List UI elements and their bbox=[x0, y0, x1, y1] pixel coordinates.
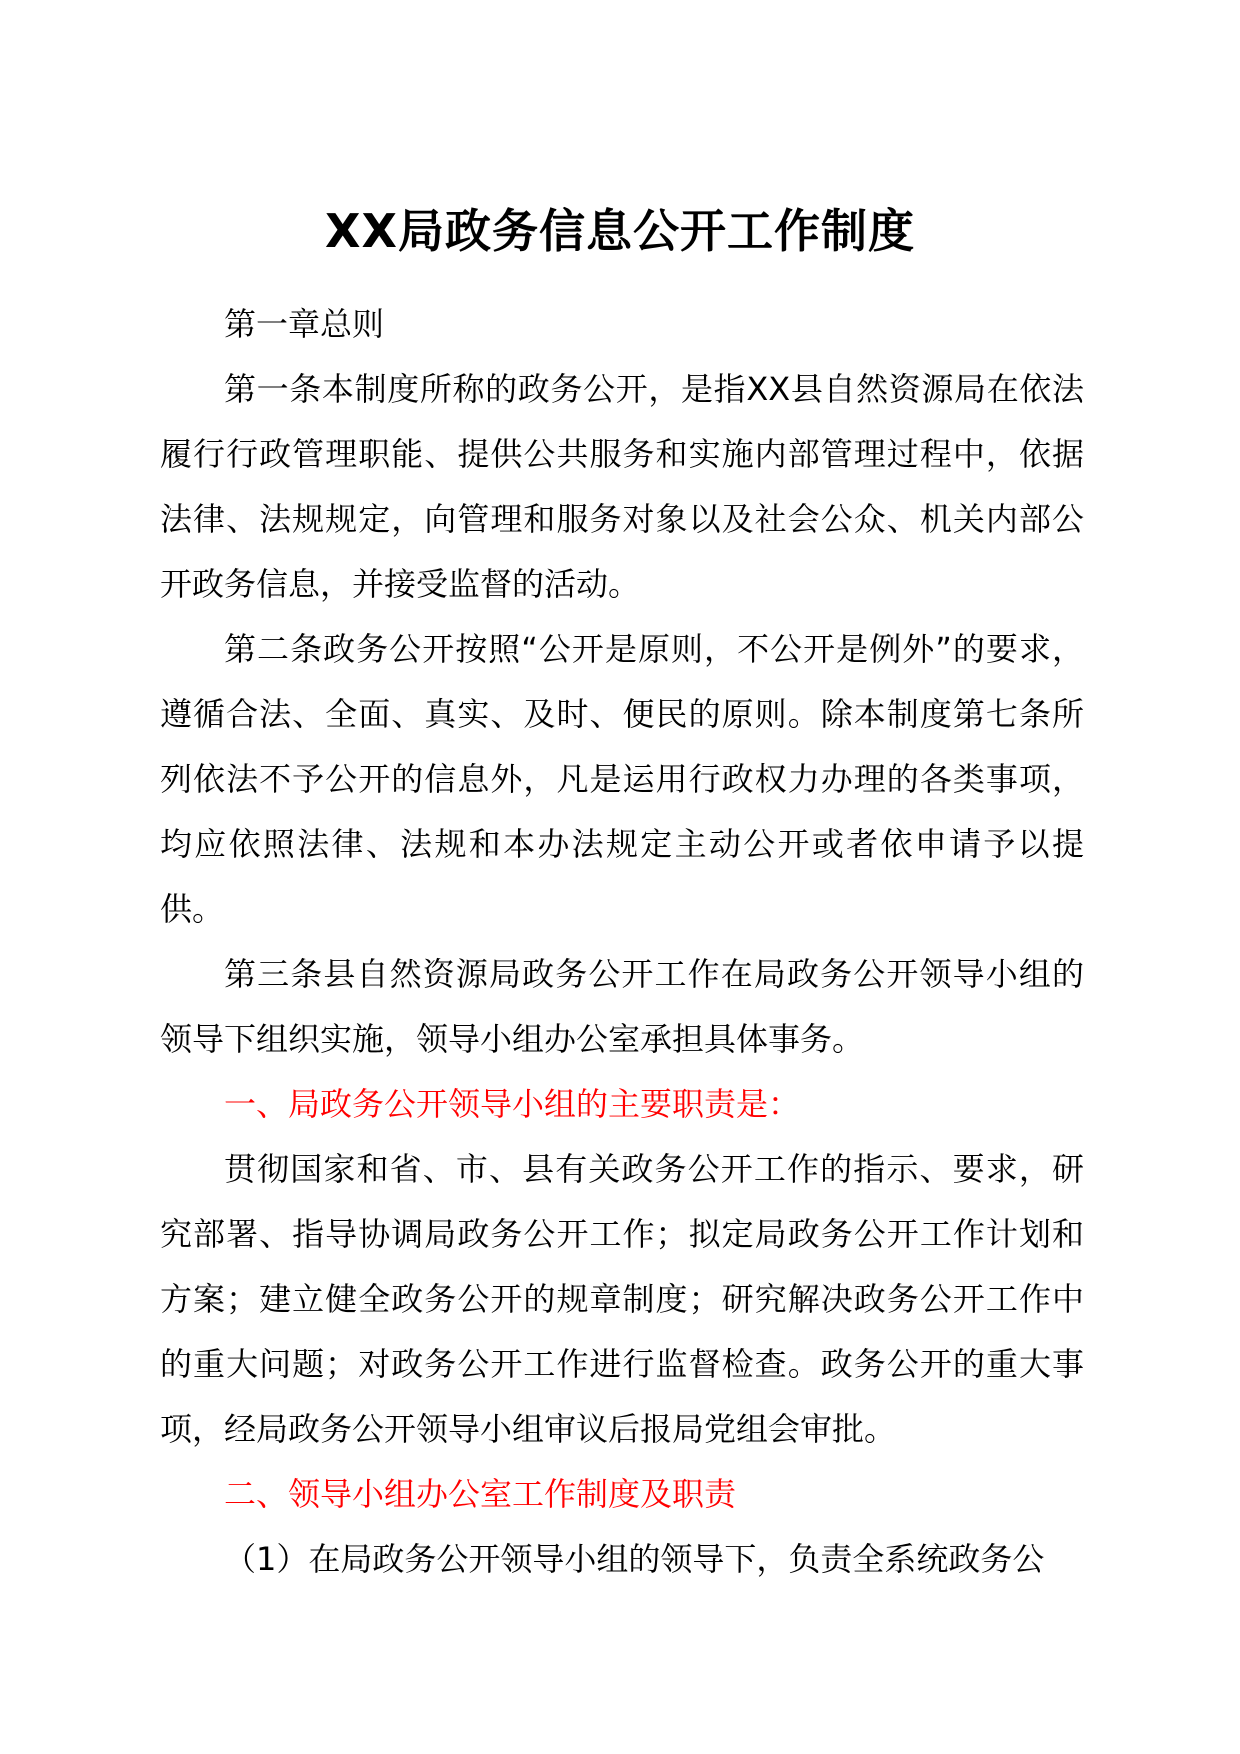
section-1-heading: 一、局政务公开领导小组的主要职责是： bbox=[224, 1085, 801, 1123]
article-1-paragraph: 第一条本制度所称的政务公开，是指XX县自然资源局在依法履行行政管理职能、提供公共服务和实施内部管理过程中，依据法律、法规规定，向管理和服务对象以及社会公众、机关内部公开政务信息，并接受监督的活动。 bbox=[160, 370, 1084, 603]
section-1-duties-paragraph: 贯彻国家和省、市、县有关政务公开工作的指示、要求，研究部署、指导协调局政务公开工作；拟定局政务公开工作计划和方案；建立健全政务公开的规章制度；研究解决政务公开工作中的重大问题；对政务公开工作进行监督检查。政务公开的重大事项，经局政务公开领导小组审议后报局党组会审批。 bbox=[160, 1150, 1084, 1448]
article-3-paragraph: 第三条县自然资源局政务公开工作在局政务公开领导小组的领导下组织实施，领导小组办公室承担具体事务。 bbox=[160, 955, 1084, 1058]
article-2-paragraph: 第二条政务公开按照“公开是原则，不公开是例外”的要求，遵循合法、全面、真实、及时、便民的原则。除本制度第七条所列依法不予公开的信息外，凡是运用行政权力办理的各类事项，均应依照法律、法规和本办法规定主动公开或者依申请予以提供。 bbox=[160, 630, 1084, 928]
document-title: XX局政务信息公开工作制度 bbox=[325, 204, 915, 258]
section-2-heading: 二、领导小组办公室工作制度及职责 bbox=[224, 1475, 737, 1513]
document-body bbox=[160, 292, 1084, 1592]
chapter-heading: 第一章总则 bbox=[224, 305, 385, 343]
item-1-paragraph: （1）在局政务公开领导小组的领导下，负责全系统政务公 bbox=[224, 1540, 1045, 1578]
